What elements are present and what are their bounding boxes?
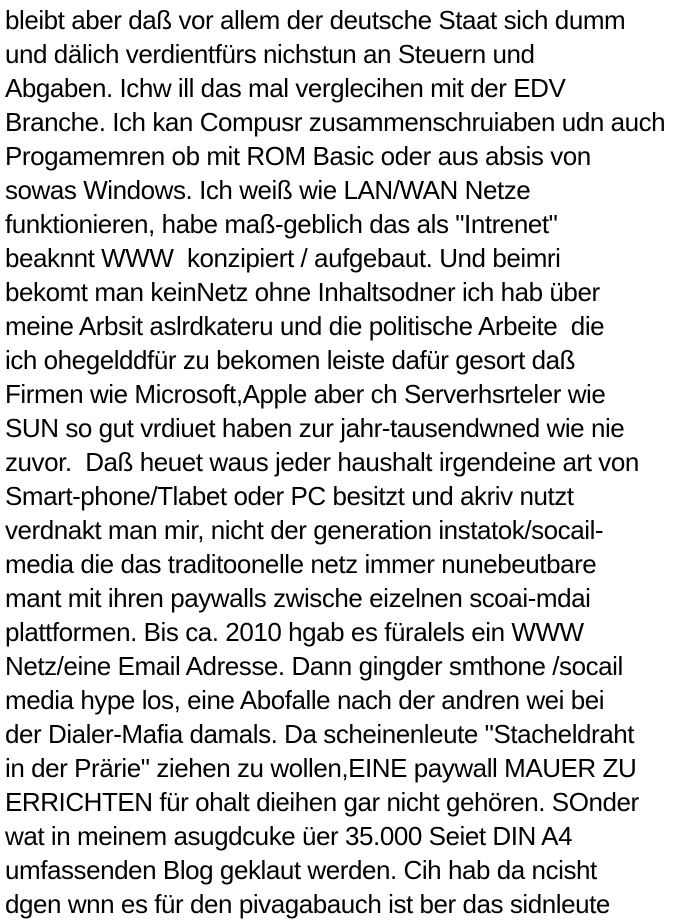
- text-line: plattformen. Bis ca. 2010 hgab es füralels ein WWW: [5, 617, 584, 647]
- text-line: und dälich verdientfürs nichstun an Steuern und: [5, 39, 535, 69]
- text-line: ich ohegelddfür zu bekomen leiste dafür gesort daß: [5, 345, 576, 375]
- text-line: Firmen wie Microsoft,Apple aber ch Serverhsrteler wie: [5, 379, 606, 409]
- text-line: bekomt man keinNetz ohne Inhaltsodner ich hab über: [5, 277, 600, 307]
- text-line: umfassenden Blog geklaut werden. Cih hab da ncisht: [5, 855, 597, 885]
- text-line: bleibt aber daß vor allem der deutsche Staat sich dumm: [5, 5, 626, 35]
- text-line: in der Prärie" ziehen zu wollen,EINE paywall MAUER ZU: [5, 753, 637, 783]
- text-line: SUN so gut vrdiuet haben zur jahr-tausendwned wie nie: [5, 413, 625, 443]
- text-line: media hype los, eine Abofalle nach der andren wei bei: [5, 685, 605, 715]
- text-line: ERRICHTEN für ohalt dieihen gar nicht gehören. SOnder: [5, 787, 639, 817]
- text-line: mant mit ihren paywalls zwische eizelnen scoai-mdai: [5, 583, 591, 613]
- text-line: meine Arbsit aslrdkateru und die politische Arbeite die: [5, 311, 605, 341]
- text-line: Smart-phone/Tlabet oder PC besitzt und akriv nutzt: [5, 481, 574, 511]
- text-line: der Dialer-Mafia damals. Da scheinenleute "Stacheldraht: [5, 719, 635, 749]
- text-line: Progamemren ob mit ROM Basic oder aus absis von: [5, 141, 591, 171]
- text-line: dgen wnn es für den pivagabauch ist ber das sidnleute: [5, 889, 610, 919]
- text-line: verdnakt man mir, nicht der generation instatok/socail-: [5, 515, 604, 545]
- text-line: media die das traditoonelle netz immer nunebeutbare: [5, 549, 597, 579]
- text-line: sowas Windows. Ich weiß wie LAN/WAN Netze: [5, 175, 531, 205]
- text-line: Abgaben. Ichw ill das mal verglecihen mit der EDV: [5, 73, 566, 103]
- text-line: beaknnt WWW konzipiert / aufgebaut. Und beimri: [5, 243, 561, 273]
- text-line: Netz/eine Email Adresse. Dann gingder smthone /socail: [5, 651, 623, 681]
- text-line: wat in meinem asugdcuke üer 35.000 Seiet DIN A4: [5, 821, 573, 851]
- text-line: zuvor. Daß heuet waus jeder haushalt irgendeine art von: [5, 447, 639, 477]
- text-line: funktionieren, habe maß-geblich das als "Intrenet": [5, 209, 558, 239]
- text-line: Branche. Ich kan Compusr zusammenschruiaben udn auch: [5, 107, 666, 137]
